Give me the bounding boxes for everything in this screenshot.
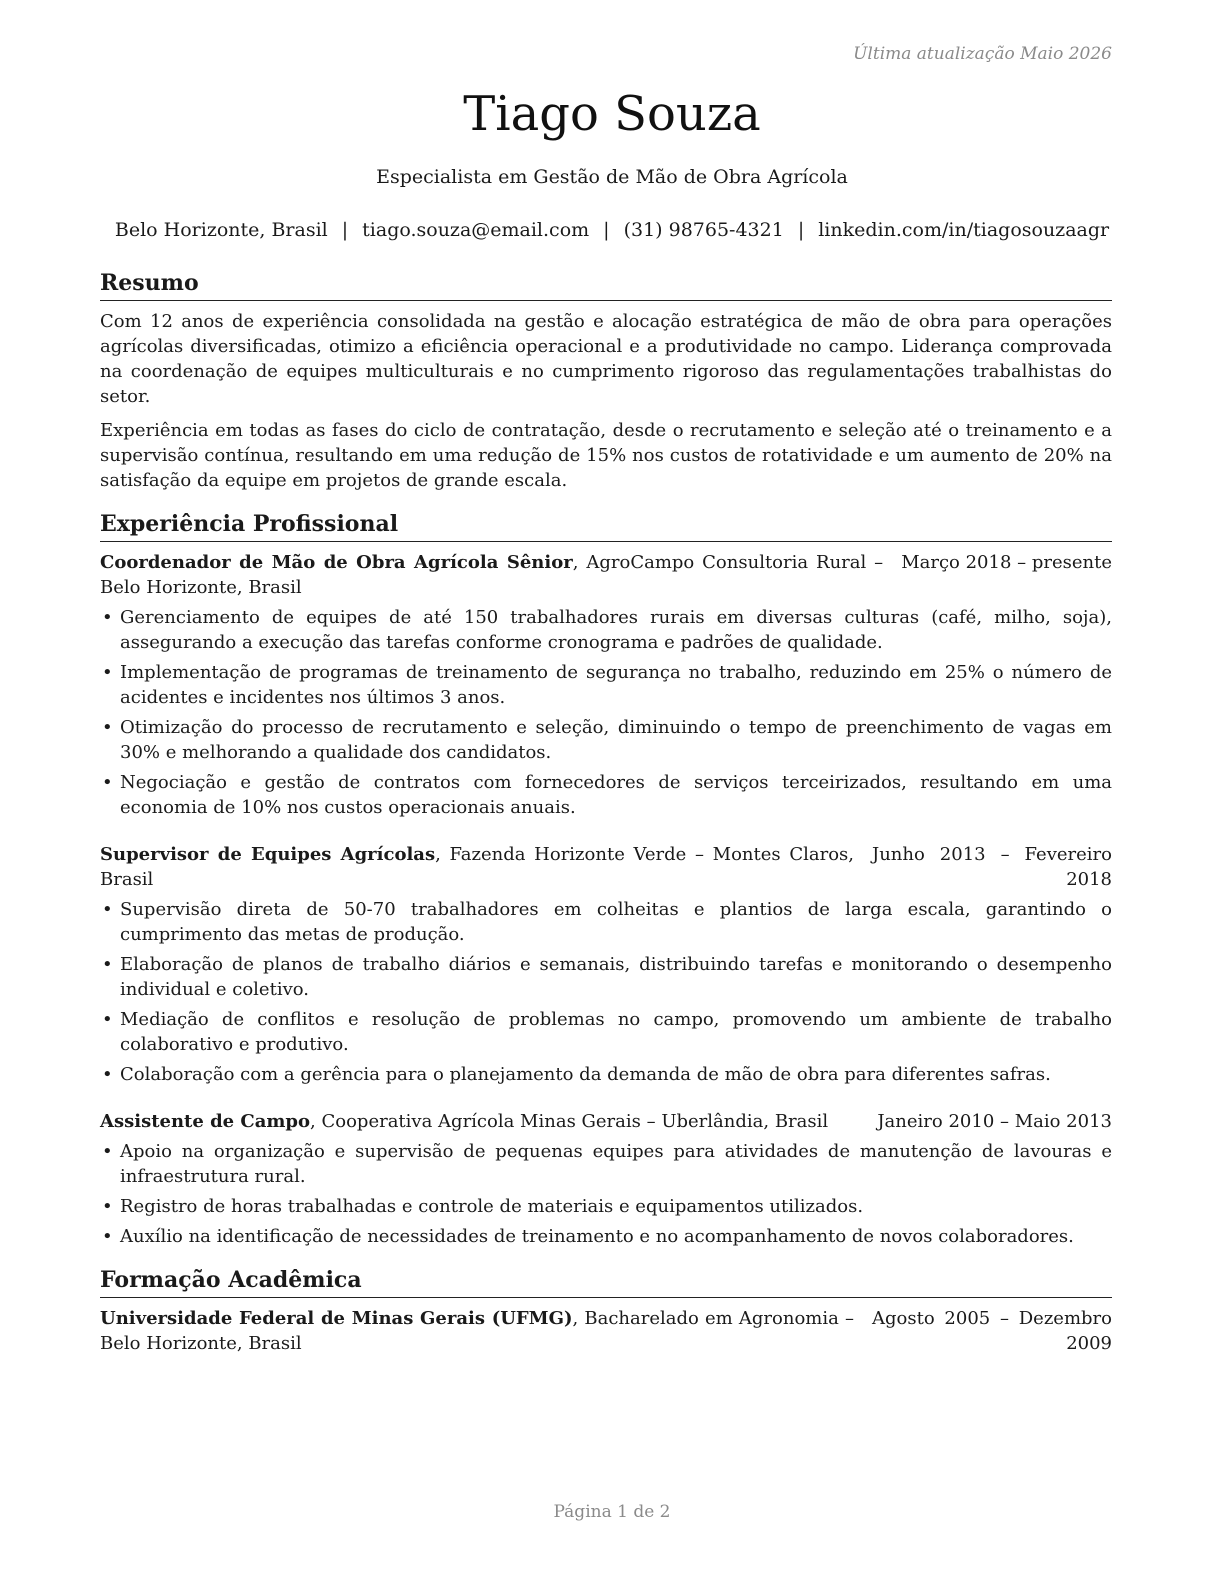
page-number: Página 1 de 2 xyxy=(553,1502,671,1522)
job-bullet: • Apoio na organização e supervisão de pequenas equipes para atividades de manutenção de lavouras e infraestrutura rural. xyxy=(100,1139,1112,1189)
contact-phone: (31) 98765-4321 xyxy=(623,219,784,241)
education-entry xyxy=(100,1306,1112,1356)
job-header xyxy=(100,1109,1112,1134)
contact-location: Belo Horizonte, Brasil xyxy=(114,219,328,241)
job-bullet: • Registro de horas trabalhadas e controle de materiais e equipamentos utilizados. xyxy=(100,1194,1112,1219)
summary-paragraph: Experiência em todas as fases do ciclo de contratação, desde o recrutamento e seleção até o treinamento e a supervisão contínua, resultando em uma redução de 15% nos custos de rotatividade e um aumento de 20% na satisfação da equipe em projetos de grande escala. xyxy=(100,420,1112,491)
job-bullet: • Auxílio na identificação de necessidades de treinamento e no acompanhamento de novos colaboradores. xyxy=(100,1224,1112,1249)
job-bullet: • Elaboração de planos de trabalho diários e semanais, distribuindo tarefas e monitorando o desempenho individual e coletivo. xyxy=(100,952,1112,1002)
job-bullet: • Colaboração com a gerência para o planejamento da demanda de mão de obra para diferentes safras. xyxy=(100,1062,1112,1087)
job-bullets xyxy=(100,897,1112,1087)
contact-separator: | xyxy=(797,219,805,241)
job-dates: Janeiro 2010 – Maio 2013 xyxy=(877,1111,1112,1132)
job-organization: , AgroCampo Consultoria Rural – Belo Horizonte, Brasil xyxy=(100,552,884,598)
education-section xyxy=(100,1265,1112,1356)
job-role: Supervisor de Equipes Agrícolas xyxy=(100,844,436,865)
education-title-line xyxy=(100,1306,854,1356)
experience-section xyxy=(100,509,1112,1249)
contact-separator: | xyxy=(603,219,610,241)
job-entry xyxy=(100,550,1112,820)
resume-content xyxy=(100,268,1112,1372)
job-dates: Março 2018 – presente xyxy=(901,552,1112,573)
job-entry xyxy=(100,1109,1112,1249)
contact-email[interactable]: tiago.souza@email.com xyxy=(362,219,590,241)
job-title-line xyxy=(100,550,883,600)
summary-section xyxy=(100,268,1112,493)
job-role: Assistente de Campo xyxy=(100,1111,311,1132)
job-role: Coordenador de Mão de Obra Agrícola Sênior xyxy=(100,552,573,573)
education-dates: Agosto 2005 – Dezembro 2009 xyxy=(872,1308,1112,1354)
job-entry xyxy=(100,842,1112,1087)
education-degree: , Bacharelado em Agronomia – Belo Horizonte, Brasil xyxy=(100,1308,854,1354)
job-organization: , Cooperativa Agrícola Minas Gerais – Uberlândia, Brasil xyxy=(310,1111,829,1132)
job-title-line xyxy=(100,842,854,892)
job-bullets xyxy=(100,1139,1112,1249)
job-dates: Junho 2013 – Fevereiro 2018 xyxy=(872,844,1112,890)
job-bullet: • Mediação de conflitos e resolução de problemas no campo, promovendo um ambiente de trabalho colaborativo e produtivo. xyxy=(100,1007,1112,1057)
section-heading-experience: Experiência Profissional xyxy=(100,509,1112,542)
job-bullet: • Otimização do processo de recrutamento e seleção, diminuindo o tempo de preenchimento de vagas em 30% e melhorando a qualidade dos candidatos. xyxy=(100,715,1112,765)
job-header xyxy=(100,842,1112,892)
job-bullet: • Gerenciamento de equipes de até 150 trabalhadores rurais em diversas culturas (café, milho, soja), assegurando a execução das tarefas conforme cronograma e padrões de qualidade. xyxy=(100,605,1112,655)
last-updated: Última atualização Maio 2026 xyxy=(853,44,1112,64)
section-heading-summary: Resumo xyxy=(100,268,1112,301)
candidate-name: Tiago Souza xyxy=(463,86,761,142)
candidate-title: Especialista em Gestão de Mão de Obra Agrícola xyxy=(376,166,848,188)
job-header xyxy=(100,550,1112,600)
contact-linkedin[interactable]: linkedin.com/in/tiagosouzaagr xyxy=(818,219,1110,241)
contact-separator: | xyxy=(341,219,349,241)
summary-body xyxy=(100,309,1112,493)
experience-list xyxy=(100,550,1112,1249)
job-title-line xyxy=(100,1109,859,1134)
contact-line xyxy=(0,219,1224,241)
section-heading-education: Formação Acadêmica xyxy=(100,1265,1112,1298)
education-institution: Universidade Federal de Minas Gerais (UFMG) xyxy=(100,1308,573,1329)
job-bullet: • Implementação de programas de treinamento de segurança no trabalho, reduzindo em 25% o número de acidentes e incidentes nos últimos 3 anos. xyxy=(100,660,1112,710)
job-organization: , Fazenda Horizonte Verde – Montes Claros, Brasil xyxy=(100,844,854,890)
job-bullets xyxy=(100,605,1112,820)
job-bullet: • Supervisão direta de 50-70 trabalhadores em colheitas e plantios de larga escala, garantindo o cumprimento das metas de produção. xyxy=(100,897,1112,947)
summary-paragraph: Com 12 anos de experiência consolidada na gestão e alocação estratégica de mão de obra para operações agrícolas diversificadas, otimizo a eficiência operacional e a produtividade no campo. Liderança comprovada na coordenação de equipes multiculturais e no cumprimento rigoroso das regulamentações trabalhistas do setor. xyxy=(100,311,1112,407)
job-bullet: • Negociação e gestão de contratos com fornecedores de serviços terceirizados, resultando em uma economia de 10% nos custos operacionais anuais. xyxy=(100,770,1112,820)
